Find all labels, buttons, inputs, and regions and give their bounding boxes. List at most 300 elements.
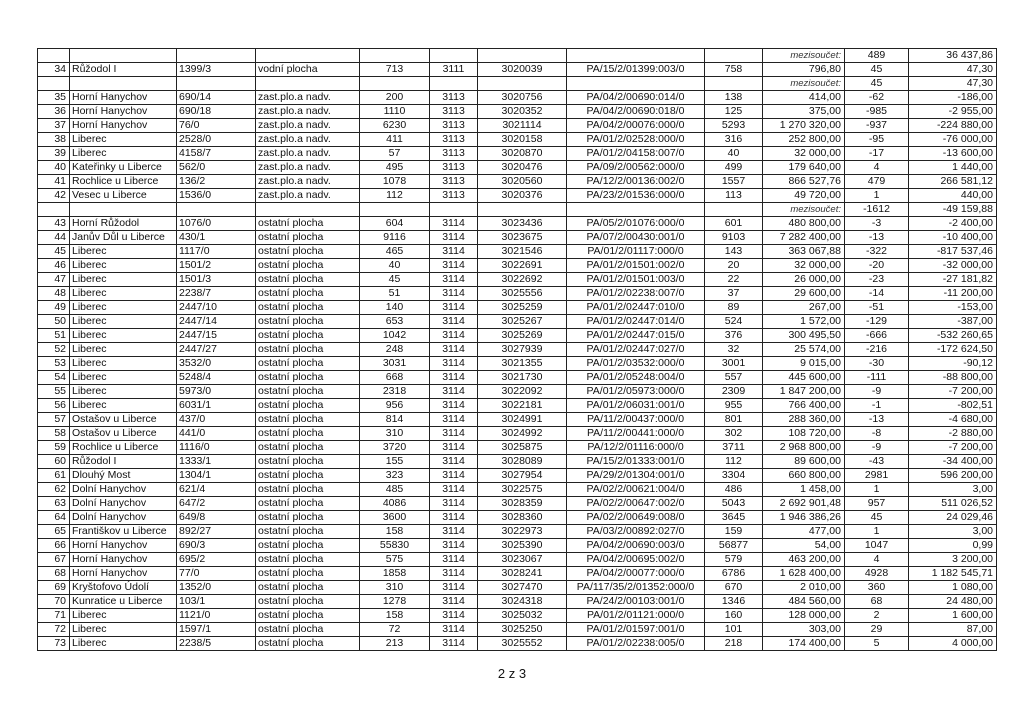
table-row bbox=[38, 483, 997, 497]
price-total: 866 527,76 bbox=[763, 175, 845, 189]
pv-code: PA/01/2/01501:003/0 bbox=[567, 273, 705, 287]
type-code: 3113 bbox=[430, 119, 478, 133]
table-row bbox=[38, 329, 997, 343]
type-code: 3114 bbox=[430, 357, 478, 371]
parcel-number: 649/8 bbox=[177, 511, 256, 525]
land-type: ostatní plocha bbox=[256, 217, 360, 231]
sum-difference: -27 181,82 bbox=[909, 273, 997, 287]
parcel-number: 1597/1 bbox=[177, 623, 256, 637]
empty-cell bbox=[430, 203, 478, 217]
pv-code: PA/29/2/01304:001/0 bbox=[567, 469, 705, 483]
table-row bbox=[38, 595, 997, 609]
lv-number: 3025032 bbox=[478, 609, 567, 623]
count-difference: -111 bbox=[845, 371, 909, 385]
parcel-number: 77/0 bbox=[177, 567, 256, 581]
row-number: 40 bbox=[38, 161, 70, 175]
price-total: 484 560,00 bbox=[763, 595, 845, 609]
land-type: ostatní plocha bbox=[256, 371, 360, 385]
price-per-unit: 3711 bbox=[705, 441, 763, 455]
row-number: 69 bbox=[38, 581, 70, 595]
sum-difference: -10 400,00 bbox=[909, 231, 997, 245]
empty-cell bbox=[705, 203, 763, 217]
row-number: 68 bbox=[38, 567, 70, 581]
price-per-unit: 2309 bbox=[705, 385, 763, 399]
land-type: ostatní plocha bbox=[256, 539, 360, 553]
subtotal-label: mezisoučet: bbox=[763, 49, 845, 63]
type-code: 3111 bbox=[430, 63, 478, 77]
pv-code: PA/01/2/01121:000/0 bbox=[567, 609, 705, 623]
parcel-number: 2447/15 bbox=[177, 329, 256, 343]
cadastral-area: Janův Důl u Liberce bbox=[70, 231, 177, 245]
land-type: ostatní plocha bbox=[256, 455, 360, 469]
lv-number: 3020476 bbox=[478, 161, 567, 175]
parcel-number: 5973/0 bbox=[177, 385, 256, 399]
pv-code: PA/01/2/03532:000/0 bbox=[567, 357, 705, 371]
row-number: 36 bbox=[38, 105, 70, 119]
cadastral-area: Liberec bbox=[70, 399, 177, 413]
lv-number: 3023067 bbox=[478, 553, 567, 567]
lv-number: 3020560 bbox=[478, 175, 567, 189]
table-row bbox=[38, 567, 997, 581]
count-difference: -322 bbox=[845, 245, 909, 259]
subtotal-row bbox=[38, 77, 997, 91]
row-number: 62 bbox=[38, 483, 70, 497]
price-total: 2 692 901,48 bbox=[763, 497, 845, 511]
price-total: 54,00 bbox=[763, 539, 845, 553]
row-number: 65 bbox=[38, 525, 70, 539]
land-type: ostatní plocha bbox=[256, 259, 360, 273]
row-number: 61 bbox=[38, 469, 70, 483]
sum-difference: -4 680,00 bbox=[909, 413, 997, 427]
price-total: 1 458,00 bbox=[763, 483, 845, 497]
subtotal-label: mezisoučet: bbox=[763, 77, 845, 91]
empty-cell bbox=[360, 203, 430, 217]
empty-cell bbox=[38, 49, 70, 63]
price-per-unit: 143 bbox=[705, 245, 763, 259]
table-row bbox=[38, 315, 997, 329]
sum-difference: 0,99 bbox=[909, 539, 997, 553]
price-total: 32 000,00 bbox=[763, 147, 845, 161]
price-total: 29 600,00 bbox=[763, 287, 845, 301]
cadastral-area: Liberec bbox=[70, 133, 177, 147]
parcel-number: 441/0 bbox=[177, 427, 256, 441]
parcel-number: 2447/27 bbox=[177, 343, 256, 357]
price-total: 414,00 bbox=[763, 91, 845, 105]
lv-number: 3027954 bbox=[478, 469, 567, 483]
land-type: ostatní plocha bbox=[256, 427, 360, 441]
pv-code: PA/01/2/02447:015/0 bbox=[567, 329, 705, 343]
row-number: 66 bbox=[38, 539, 70, 553]
empty-cell bbox=[256, 77, 360, 91]
count-difference: -13 bbox=[845, 413, 909, 427]
type-code: 3114 bbox=[430, 427, 478, 441]
type-code: 3113 bbox=[430, 91, 478, 105]
count-difference: -9 bbox=[845, 441, 909, 455]
price-per-unit: 486 bbox=[705, 483, 763, 497]
type-code: 3114 bbox=[430, 567, 478, 581]
lv-number: 3024991 bbox=[478, 413, 567, 427]
price-per-unit: 524 bbox=[705, 315, 763, 329]
area-m2: 51 bbox=[360, 287, 430, 301]
cadastral-area: Kateřinky u Liberce bbox=[70, 161, 177, 175]
cadastral-area: Liberec bbox=[70, 147, 177, 161]
sum-difference: 24 480,00 bbox=[909, 595, 997, 609]
parcel-number: 690/3 bbox=[177, 539, 256, 553]
lv-number: 3022181 bbox=[478, 399, 567, 413]
pv-code: PA/12/2/00136:002/0 bbox=[567, 175, 705, 189]
cadastral-area: Rochlice u Liberce bbox=[70, 441, 177, 455]
count-difference: -937 bbox=[845, 119, 909, 133]
area-m2: 40 bbox=[360, 259, 430, 273]
pv-code: PA/01/2/06031:001/0 bbox=[567, 399, 705, 413]
type-code: 3114 bbox=[430, 399, 478, 413]
row-number: 48 bbox=[38, 287, 70, 301]
land-type: zast.plo.a nadv. bbox=[256, 119, 360, 133]
count-difference: -985 bbox=[845, 105, 909, 119]
price-total: 2 968 800,00 bbox=[763, 441, 845, 455]
land-type: zast.plo.a nadv. bbox=[256, 133, 360, 147]
pv-code: PA/09/2/00562:000/0 bbox=[567, 161, 705, 175]
parcel-number: 4158/7 bbox=[177, 147, 256, 161]
sum-difference: -2 955,00 bbox=[909, 105, 997, 119]
type-code: 3114 bbox=[430, 525, 478, 539]
area-m2: 956 bbox=[360, 399, 430, 413]
area-m2: 310 bbox=[360, 581, 430, 595]
price-total: 1 847 200,00 bbox=[763, 385, 845, 399]
land-type: ostatní plocha bbox=[256, 231, 360, 245]
row-number: 64 bbox=[38, 511, 70, 525]
area-m2: 155 bbox=[360, 455, 430, 469]
empty-cell bbox=[705, 49, 763, 63]
empty-cell bbox=[38, 77, 70, 91]
count-difference: -43 bbox=[845, 455, 909, 469]
lv-number: 3025269 bbox=[478, 329, 567, 343]
empty-cell bbox=[567, 77, 705, 91]
pv-code: PA/01/2/04158:007/0 bbox=[567, 147, 705, 161]
cadastral-area: Horní Hanychov bbox=[70, 119, 177, 133]
lv-number: 3020756 bbox=[478, 91, 567, 105]
cadastral-area: Liberec bbox=[70, 385, 177, 399]
parcel-number: 1121/0 bbox=[177, 609, 256, 623]
pv-code: PA/07/2/00430:001/0 bbox=[567, 231, 705, 245]
parcel-number: 1333/1 bbox=[177, 455, 256, 469]
sum-difference: 3,00 bbox=[909, 525, 997, 539]
sum-difference: -802,51 bbox=[909, 399, 997, 413]
table-row bbox=[38, 441, 997, 455]
pv-code: PA/01/2/02447:027/0 bbox=[567, 343, 705, 357]
lv-number: 3024318 bbox=[478, 595, 567, 609]
price-per-unit: 22 bbox=[705, 273, 763, 287]
area-m2: 9116 bbox=[360, 231, 430, 245]
sum-difference: -88 800,00 bbox=[909, 371, 997, 385]
count-difference: -216 bbox=[845, 343, 909, 357]
parcel-number: 647/2 bbox=[177, 497, 256, 511]
price-per-unit: 89 bbox=[705, 301, 763, 315]
type-code: 3114 bbox=[430, 441, 478, 455]
parcel-number: 76/0 bbox=[177, 119, 256, 133]
empty-cell bbox=[177, 49, 256, 63]
empty-cell bbox=[177, 203, 256, 217]
lv-number: 3023675 bbox=[478, 231, 567, 245]
subtotal-count: 45 bbox=[845, 77, 909, 91]
lv-number: 3025390 bbox=[478, 539, 567, 553]
land-type: ostatní plocha bbox=[256, 357, 360, 371]
price-total: 1 572,00 bbox=[763, 315, 845, 329]
lv-number: 3028360 bbox=[478, 511, 567, 525]
land-type: ostatní plocha bbox=[256, 525, 360, 539]
type-code: 3114 bbox=[430, 469, 478, 483]
count-difference: 4 bbox=[845, 161, 909, 175]
parcel-number: 437/0 bbox=[177, 413, 256, 427]
land-type: ostatní plocha bbox=[256, 511, 360, 525]
subtotal-label: mezisoučet: bbox=[763, 203, 845, 217]
count-difference: 360 bbox=[845, 581, 909, 595]
area-m2: 1078 bbox=[360, 175, 430, 189]
type-code: 3114 bbox=[430, 301, 478, 315]
sum-difference: 511 026,52 bbox=[909, 497, 997, 511]
type-code: 3114 bbox=[430, 637, 478, 651]
lv-number: 3021730 bbox=[478, 371, 567, 385]
row-number: 71 bbox=[38, 609, 70, 623]
row-number: 54 bbox=[38, 371, 70, 385]
sum-difference: -32 000,00 bbox=[909, 259, 997, 273]
price-total: 9 015,00 bbox=[763, 357, 845, 371]
area-m2: 3600 bbox=[360, 511, 430, 525]
price-per-unit: 3304 bbox=[705, 469, 763, 483]
sum-difference: 440,00 bbox=[909, 189, 997, 203]
price-per-unit: 376 bbox=[705, 329, 763, 343]
area-m2: 485 bbox=[360, 483, 430, 497]
empty-cell bbox=[430, 49, 478, 63]
price-total: 480 800,00 bbox=[763, 217, 845, 231]
lv-number: 3023436 bbox=[478, 217, 567, 231]
parcel-number: 2238/5 bbox=[177, 637, 256, 651]
area-m2: 112 bbox=[360, 189, 430, 203]
count-difference: 5 bbox=[845, 637, 909, 651]
count-difference: -9 bbox=[845, 385, 909, 399]
cadastral-area: Františkov u Liberce bbox=[70, 525, 177, 539]
price-per-unit: 125 bbox=[705, 105, 763, 119]
table-row bbox=[38, 413, 997, 427]
area-m2: 653 bbox=[360, 315, 430, 329]
cadastral-area: Dolní Hanychov bbox=[70, 511, 177, 525]
sum-difference: -2 880,00 bbox=[909, 427, 997, 441]
empty-cell bbox=[38, 203, 70, 217]
type-code: 3114 bbox=[430, 217, 478, 231]
price-per-unit: 6786 bbox=[705, 567, 763, 581]
lv-number: 3024992 bbox=[478, 427, 567, 441]
parcel-number: 892/27 bbox=[177, 525, 256, 539]
parcel-number: 3532/0 bbox=[177, 357, 256, 371]
type-code: 3114 bbox=[430, 539, 478, 553]
price-per-unit: 316 bbox=[705, 133, 763, 147]
price-per-unit: 56877 bbox=[705, 539, 763, 553]
count-difference: 1047 bbox=[845, 539, 909, 553]
price-total: 375,00 bbox=[763, 105, 845, 119]
count-difference: 4928 bbox=[845, 567, 909, 581]
area-m2: 713 bbox=[360, 63, 430, 77]
land-type: ostatní plocha bbox=[256, 567, 360, 581]
count-difference: -1 bbox=[845, 399, 909, 413]
price-total: 179 640,00 bbox=[763, 161, 845, 175]
row-number: 49 bbox=[38, 301, 70, 315]
lv-number: 3028241 bbox=[478, 567, 567, 581]
area-m2: 323 bbox=[360, 469, 430, 483]
parcel-number: 5248/4 bbox=[177, 371, 256, 385]
pv-code: PA/02/2/00621:004/0 bbox=[567, 483, 705, 497]
count-difference: -8 bbox=[845, 427, 909, 441]
count-difference: 957 bbox=[845, 497, 909, 511]
lv-number: 3020376 bbox=[478, 189, 567, 203]
table-row bbox=[38, 91, 997, 105]
price-per-unit: 138 bbox=[705, 91, 763, 105]
sum-difference: -224 880,00 bbox=[909, 119, 997, 133]
area-m2: 1278 bbox=[360, 595, 430, 609]
parcel-number: 1536/0 bbox=[177, 189, 256, 203]
price-total: 7 282 400,00 bbox=[763, 231, 845, 245]
lv-number: 3021546 bbox=[478, 245, 567, 259]
price-total: 1 946 386,26 bbox=[763, 511, 845, 525]
lv-number: 3021114 bbox=[478, 119, 567, 133]
type-code: 3114 bbox=[430, 623, 478, 637]
count-difference: -3 bbox=[845, 217, 909, 231]
price-per-unit: 758 bbox=[705, 63, 763, 77]
pv-code: PA/01/2/02238:007/0 bbox=[567, 287, 705, 301]
pv-code: PA/04/2/00076:000/0 bbox=[567, 119, 705, 133]
table-row bbox=[38, 455, 997, 469]
lv-number: 3021355 bbox=[478, 357, 567, 371]
row-number: 34 bbox=[38, 63, 70, 77]
cadastral-area: Horní Hanychov bbox=[70, 567, 177, 581]
price-total: 25 574,00 bbox=[763, 343, 845, 357]
parcel-number: 2447/10 bbox=[177, 301, 256, 315]
table-row bbox=[38, 357, 997, 371]
price-total: 445 600,00 bbox=[763, 371, 845, 385]
table-row bbox=[38, 539, 997, 553]
parcel-number: 621/4 bbox=[177, 483, 256, 497]
area-m2: 411 bbox=[360, 133, 430, 147]
area-m2: 140 bbox=[360, 301, 430, 315]
price-total: 796,80 bbox=[763, 63, 845, 77]
parcel-number: 1117/0 bbox=[177, 245, 256, 259]
cadastral-area: Horní Hanychov bbox=[70, 539, 177, 553]
area-m2: 1042 bbox=[360, 329, 430, 343]
cadastral-area: Dolní Hanychov bbox=[70, 497, 177, 511]
price-total: 1 628 400,00 bbox=[763, 567, 845, 581]
row-number: 47 bbox=[38, 273, 70, 287]
parcel-number: 1076/0 bbox=[177, 217, 256, 231]
lv-number: 3022092 bbox=[478, 385, 567, 399]
type-code: 3113 bbox=[430, 189, 478, 203]
cadastral-area: Dolní Hanychov bbox=[70, 483, 177, 497]
land-type: ostatní plocha bbox=[256, 469, 360, 483]
cadastral-area: Liberec bbox=[70, 343, 177, 357]
parcel-number: 136/2 bbox=[177, 175, 256, 189]
price-total: 267,00 bbox=[763, 301, 845, 315]
type-code: 3113 bbox=[430, 161, 478, 175]
type-code: 3114 bbox=[430, 245, 478, 259]
cadastral-area: Liberec bbox=[70, 315, 177, 329]
empty-cell bbox=[478, 77, 567, 91]
row-number: 60 bbox=[38, 455, 70, 469]
type-code: 3113 bbox=[430, 105, 478, 119]
table-row bbox=[38, 161, 997, 175]
land-type: ostatní plocha bbox=[256, 287, 360, 301]
count-difference: 45 bbox=[845, 63, 909, 77]
table-row bbox=[38, 245, 997, 259]
type-code: 3113 bbox=[430, 147, 478, 161]
row-number: 50 bbox=[38, 315, 70, 329]
table-row bbox=[38, 609, 997, 623]
lv-number: 3022973 bbox=[478, 525, 567, 539]
count-difference: 68 bbox=[845, 595, 909, 609]
pv-code: PA/01/2/02238:005/0 bbox=[567, 637, 705, 651]
area-m2: 45 bbox=[360, 273, 430, 287]
area-m2: 668 bbox=[360, 371, 430, 385]
area-m2: 6230 bbox=[360, 119, 430, 133]
pv-code: PA/15/2/01333:001/0 bbox=[567, 455, 705, 469]
sum-difference: -153,00 bbox=[909, 301, 997, 315]
area-m2: 465 bbox=[360, 245, 430, 259]
count-difference: -14 bbox=[845, 287, 909, 301]
area-m2: 2318 bbox=[360, 385, 430, 399]
area-m2: 57 bbox=[360, 147, 430, 161]
lv-number: 3020039 bbox=[478, 63, 567, 77]
count-difference: -95 bbox=[845, 133, 909, 147]
pv-code: PA/117/35/2/01352:000/0 bbox=[567, 581, 705, 595]
land-type: ostatní plocha bbox=[256, 399, 360, 413]
count-difference: 2981 bbox=[845, 469, 909, 483]
price-per-unit: 32 bbox=[705, 343, 763, 357]
price-per-unit: 9103 bbox=[705, 231, 763, 245]
parcel-number: 2238/7 bbox=[177, 287, 256, 301]
table-row bbox=[38, 217, 997, 231]
pv-code: PA/24/2/00103:001/0 bbox=[567, 595, 705, 609]
price-total: 1 270 320,00 bbox=[763, 119, 845, 133]
empty-cell bbox=[567, 49, 705, 63]
price-per-unit: 5293 bbox=[705, 119, 763, 133]
count-difference: 479 bbox=[845, 175, 909, 189]
price-per-unit: 5043 bbox=[705, 497, 763, 511]
area-m2: 495 bbox=[360, 161, 430, 175]
pv-code: PA/01/2/02447:014/0 bbox=[567, 315, 705, 329]
price-per-unit: 112 bbox=[705, 455, 763, 469]
pv-code: PA/01/2/05248:004/0 bbox=[567, 371, 705, 385]
sum-difference: 3 200,00 bbox=[909, 553, 997, 567]
empty-cell bbox=[256, 49, 360, 63]
empty-cell bbox=[70, 77, 177, 91]
area-m2: 4086 bbox=[360, 497, 430, 511]
cadastral-area: Kryštofovo Údolí bbox=[70, 581, 177, 595]
cadastral-area: Ostašov u Liberce bbox=[70, 427, 177, 441]
row-number: 45 bbox=[38, 245, 70, 259]
cadastral-area: Kunratice u Liberce bbox=[70, 595, 177, 609]
row-number: 73 bbox=[38, 637, 70, 651]
cadastral-area: Liberec bbox=[70, 637, 177, 651]
parcel-number: 1352/0 bbox=[177, 581, 256, 595]
table-row bbox=[38, 385, 997, 399]
price-total: 89 600,00 bbox=[763, 455, 845, 469]
empty-cell bbox=[360, 77, 430, 91]
pv-code: PA/01/2/02528:000/0 bbox=[567, 133, 705, 147]
count-difference: 4 bbox=[845, 553, 909, 567]
type-code: 3114 bbox=[430, 483, 478, 497]
count-difference: 1 bbox=[845, 189, 909, 203]
subtotal-row bbox=[38, 49, 997, 63]
row-number: 41 bbox=[38, 175, 70, 189]
pv-code: PA/01/2/01501:002/0 bbox=[567, 259, 705, 273]
land-type: zast.plo.a nadv. bbox=[256, 91, 360, 105]
